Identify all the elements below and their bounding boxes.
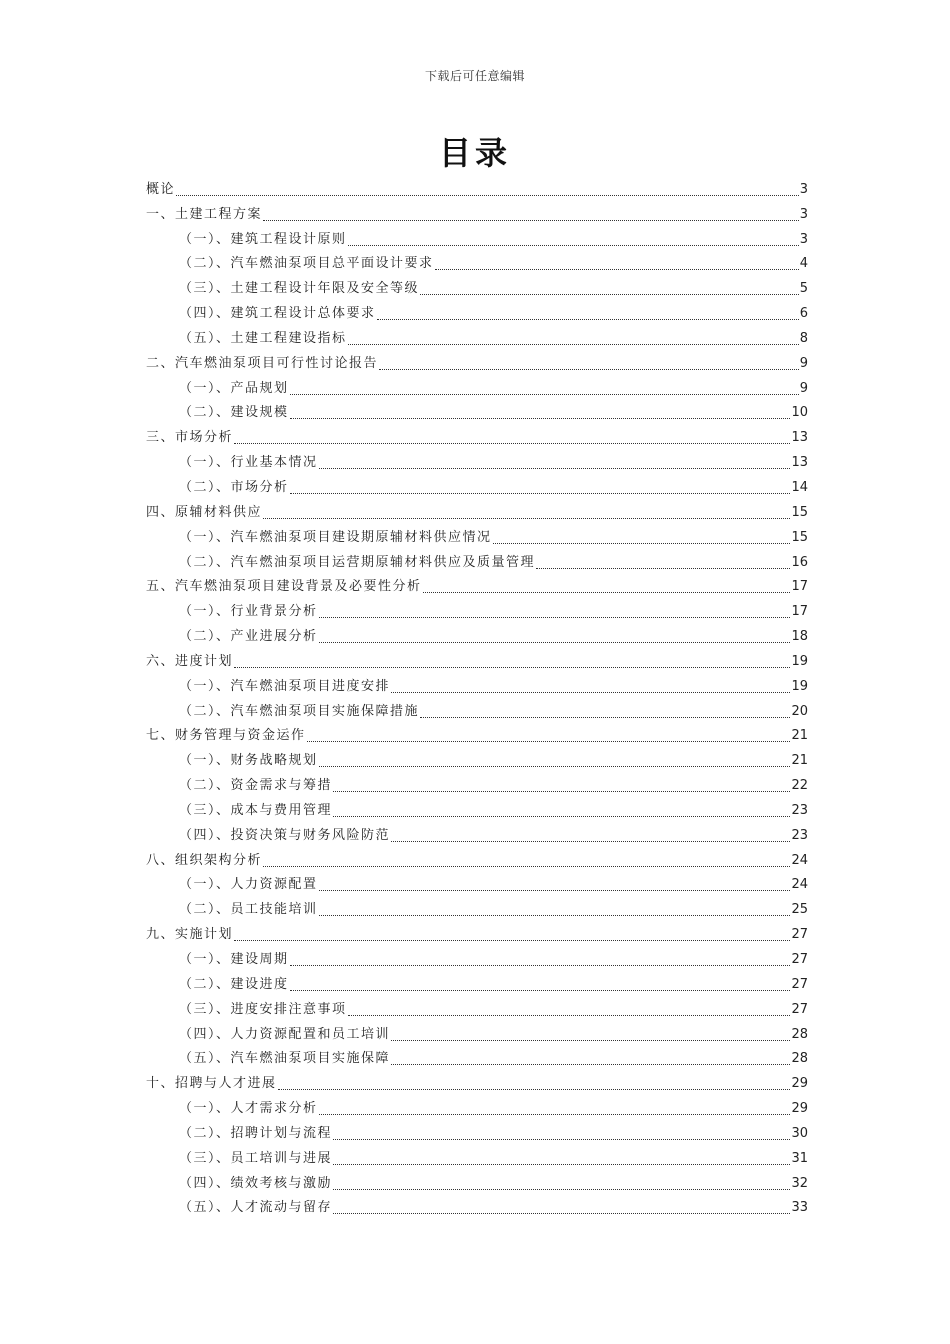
toc-entry-label: （二）、汽车燃油泵项目总平面设计要求 xyxy=(179,256,434,272)
toc-entry-label: （三）、成本与费用管理 xyxy=(179,802,333,818)
toc-subentry[interactable] xyxy=(146,522,808,547)
toc-subentry[interactable] xyxy=(146,944,808,969)
toc-page-number: 3 xyxy=(799,206,808,222)
dot-leader xyxy=(290,417,791,419)
toc-page-number: 4 xyxy=(799,256,808,272)
toc-subentry[interactable] xyxy=(146,820,808,845)
toc-entry-label: （二）、建设进度 xyxy=(179,976,289,992)
toc-entry-label: （一）、人才需求分析 xyxy=(179,1101,318,1117)
dot-leader xyxy=(391,840,790,842)
dot-leader xyxy=(333,790,790,792)
toc-entry-label: （四）、人力资源配置和员工培训 xyxy=(179,1026,391,1042)
dot-leader xyxy=(234,442,790,444)
toc-page-number: 21 xyxy=(791,753,808,769)
toc-entry-label: （二）、产业进展分析 xyxy=(179,629,318,645)
dot-leader xyxy=(176,194,799,196)
dot-leader xyxy=(377,318,799,320)
toc-entry[interactable] xyxy=(146,422,808,447)
dot-leader xyxy=(290,989,791,991)
dot-leader xyxy=(290,393,799,395)
toc-page-number: 27 xyxy=(791,976,808,992)
toc-entry-label: （一）、产品规划 xyxy=(179,380,289,396)
toc-entry[interactable] xyxy=(146,646,808,671)
toc-entry[interactable] xyxy=(146,572,808,597)
toc-entry-label: 五、汽车燃油泵项目建设背景及必要性分析 xyxy=(146,579,422,595)
toc-subentry[interactable] xyxy=(146,249,808,274)
toc-page-number: 20 xyxy=(791,703,808,719)
toc-entry-label: 八、组织架构分析 xyxy=(146,852,263,868)
toc-entry-label: （一）、财务战略规划 xyxy=(179,753,318,769)
dot-leader xyxy=(319,467,791,469)
page-title: 目录 xyxy=(438,134,511,172)
toc-subentry[interactable] xyxy=(146,671,808,696)
toc-page-number: 19 xyxy=(791,678,808,694)
dot-leader xyxy=(391,691,790,693)
toc-entry[interactable] xyxy=(146,1068,808,1093)
toc-page-number: 15 xyxy=(791,529,808,545)
toc-subentry[interactable] xyxy=(146,870,808,895)
dot-leader xyxy=(420,293,799,295)
toc-subentry[interactable] xyxy=(146,969,808,994)
toc-entry-label: （二）、汽车燃油泵项目实施保障措施 xyxy=(179,703,420,719)
dot-leader xyxy=(319,889,791,891)
toc-entry-label: （一）、行业背景分析 xyxy=(179,604,318,620)
dot-leader xyxy=(290,964,791,966)
dot-leader xyxy=(391,1063,790,1065)
toc-entry-label: （三）、员工培训与进展 xyxy=(179,1150,333,1166)
toc-page-number: 10 xyxy=(791,405,808,421)
toc-page-number: 24 xyxy=(791,877,808,893)
toc-subentry[interactable] xyxy=(146,596,808,621)
toc-entry-label: 七、财务管理与资金运作 xyxy=(146,728,306,744)
toc-entry-label: 六、进度计划 xyxy=(146,653,234,669)
toc-entry-label: （四）、绩效考核与激励 xyxy=(179,1175,333,1191)
toc-entry-label: （一）、建筑工程设计原则 xyxy=(179,231,347,247)
toc-entry-label: （三）、进度安排注意事项 xyxy=(179,1001,347,1017)
toc-entry-label: （二）、市场分析 xyxy=(179,479,289,495)
dot-leader xyxy=(333,1138,790,1140)
toc-entry-label: 四、原辅材料供应 xyxy=(146,504,263,520)
dot-leader xyxy=(263,517,790,519)
toc-page-number: 28 xyxy=(791,1051,808,1067)
toc-page-number: 18 xyxy=(791,629,808,645)
toc-subentry[interactable] xyxy=(146,1168,808,1193)
toc-entry-label: 概论 xyxy=(146,181,176,197)
dot-leader xyxy=(536,567,790,569)
toc-page-number: 29 xyxy=(791,1101,808,1117)
dot-leader xyxy=(319,616,791,618)
toc-page-number: 25 xyxy=(791,902,808,918)
toc-subentry[interactable] xyxy=(146,1193,808,1218)
dot-leader xyxy=(348,343,799,345)
dot-leader xyxy=(319,765,791,767)
toc-subentry[interactable] xyxy=(146,447,808,472)
toc-entry-label: （五）、土建工程建设指标 xyxy=(179,330,347,346)
toc-entry-label: 九、实施计划 xyxy=(146,927,234,943)
dot-leader xyxy=(319,914,791,916)
toc-page-number: 29 xyxy=(791,1076,808,1092)
toc-page-number: 22 xyxy=(791,778,808,794)
toc-entry[interactable] xyxy=(146,497,808,522)
toc-entry-label: （五）、汽车燃油泵项目实施保障 xyxy=(179,1051,391,1067)
toc-entry-label: （四）、投资决策与财务风险防范 xyxy=(179,827,391,843)
toc-subentry[interactable] xyxy=(146,547,808,572)
toc-page-number: 9 xyxy=(799,380,808,396)
dot-leader xyxy=(307,740,791,742)
toc-entry-label: （一）、人力资源配置 xyxy=(179,877,318,893)
toc-page-number: 5 xyxy=(799,281,808,297)
dot-leader xyxy=(319,641,791,643)
toc-entry-label: （三）、土建工程设计年限及安全等级 xyxy=(179,281,420,297)
toc-entry-label: （一）、汽车燃油泵项目进度安排 xyxy=(179,678,391,694)
toc-subentry[interactable] xyxy=(146,770,808,795)
toc-subentry[interactable] xyxy=(146,398,808,423)
toc-page-number: 16 xyxy=(791,554,808,570)
toc-page-number: 6 xyxy=(799,306,808,322)
toc-entry[interactable] xyxy=(146,199,808,224)
toc-page-number: 23 xyxy=(791,802,808,818)
table-of-contents xyxy=(146,174,808,1217)
toc-entry-label: （二）、汽车燃油泵项目运营期原辅材料供应及质量管理 xyxy=(179,554,536,570)
toc-page-number: 32 xyxy=(791,1175,808,1191)
dot-leader xyxy=(391,1039,790,1041)
toc-page-number: 30 xyxy=(791,1125,808,1141)
toc-subentry[interactable] xyxy=(146,1093,808,1118)
dot-leader xyxy=(263,865,790,867)
toc-entry-label: 二、汽车燃油泵项目可行性讨论报告 xyxy=(146,355,379,371)
dot-leader xyxy=(234,939,790,941)
toc-page-number: 27 xyxy=(791,927,808,943)
toc-subentry[interactable] xyxy=(146,1019,808,1044)
toc-subentry[interactable] xyxy=(146,621,808,646)
toc-page-number: 13 xyxy=(791,455,808,471)
toc-page-number: 31 xyxy=(791,1150,808,1166)
toc-entry[interactable] xyxy=(146,721,808,746)
dot-leader xyxy=(333,815,790,817)
toc-subentry[interactable] xyxy=(146,1143,808,1168)
page-header: 下载后可任意编辑 xyxy=(424,69,525,83)
dot-leader xyxy=(435,268,799,270)
toc-subentry[interactable] xyxy=(146,795,808,820)
dot-leader xyxy=(420,716,790,718)
toc-entry-label: 十、招聘与人才进展 xyxy=(146,1076,277,1092)
toc-entry-label: （一）、汽车燃油泵项目建设期原辅材料供应情况 xyxy=(179,529,492,545)
toc-page-number: 27 xyxy=(791,952,808,967)
dot-leader xyxy=(423,591,791,593)
toc-page-number: 17 xyxy=(791,579,808,595)
toc-subentry[interactable] xyxy=(146,373,808,398)
dot-leader xyxy=(493,542,791,544)
toc-entry-label: （二）、建设规模 xyxy=(179,405,289,421)
toc-page-number: 9 xyxy=(799,355,808,371)
toc-subentry[interactable] xyxy=(146,472,808,497)
dot-leader xyxy=(263,219,799,221)
toc-page-number: 28 xyxy=(791,1026,808,1042)
toc-entry[interactable] xyxy=(146,174,808,199)
toc-page-number: 21 xyxy=(791,728,808,744)
toc-subentry[interactable] xyxy=(146,994,808,1019)
toc-entry-label: （一）、行业基本情况 xyxy=(179,455,318,471)
dot-leader xyxy=(234,666,790,668)
toc-page-number: 13 xyxy=(791,430,808,446)
dot-leader xyxy=(333,1188,790,1190)
toc-subentry[interactable] xyxy=(146,323,808,348)
toc-entry-label: （二）、员工技能培训 xyxy=(179,902,318,918)
dot-leader xyxy=(333,1163,790,1165)
dot-leader xyxy=(278,1088,791,1090)
toc-page-number: 27 xyxy=(791,1001,808,1017)
toc-page-number: 19 xyxy=(791,653,808,669)
toc-page-number: 33 xyxy=(791,1200,808,1216)
toc-entry-label: 一、土建工程方案 xyxy=(146,206,263,222)
dot-leader xyxy=(379,368,799,370)
toc-page-number: 3 xyxy=(799,231,808,247)
toc-entry[interactable] xyxy=(146,919,808,944)
toc-entry-label: （五）、人才流动与留存 xyxy=(179,1200,333,1216)
dot-leader xyxy=(290,492,791,494)
toc-page-number: 15 xyxy=(791,504,808,520)
dot-leader xyxy=(319,1113,791,1115)
toc-subentry[interactable] xyxy=(146,224,808,249)
toc-page-number: 8 xyxy=(799,330,808,346)
toc-subentry[interactable] xyxy=(146,273,808,298)
toc-subentry[interactable] xyxy=(146,298,808,323)
toc-subentry[interactable] xyxy=(146,894,808,919)
toc-page-number: 14 xyxy=(791,479,808,495)
dot-leader xyxy=(348,244,799,246)
toc-subentry[interactable] xyxy=(146,696,808,721)
toc-entry-label: （二）、招聘计划与流程 xyxy=(179,1125,333,1141)
toc-subentry[interactable] xyxy=(146,1118,808,1143)
toc-page-number: 3 xyxy=(799,181,808,197)
toc-page-number: 24 xyxy=(791,852,808,868)
toc-entry-label: （二）、资金需求与筹措 xyxy=(179,778,333,794)
toc-entry-label: （四）、建筑工程设计总体要求 xyxy=(179,306,376,322)
toc-entry[interactable] xyxy=(146,348,808,373)
dot-leader xyxy=(333,1212,790,1214)
toc-subentry[interactable] xyxy=(146,745,808,770)
toc-subentry[interactable] xyxy=(146,1044,808,1069)
dot-leader xyxy=(348,1014,791,1016)
toc-entry[interactable] xyxy=(146,845,808,870)
toc-page-number: 17 xyxy=(791,604,808,620)
toc-page-number: 23 xyxy=(791,827,808,843)
toc-entry-label: 三、市场分析 xyxy=(146,430,234,446)
toc-entry-label: （一）、建设周期 xyxy=(179,952,289,967)
